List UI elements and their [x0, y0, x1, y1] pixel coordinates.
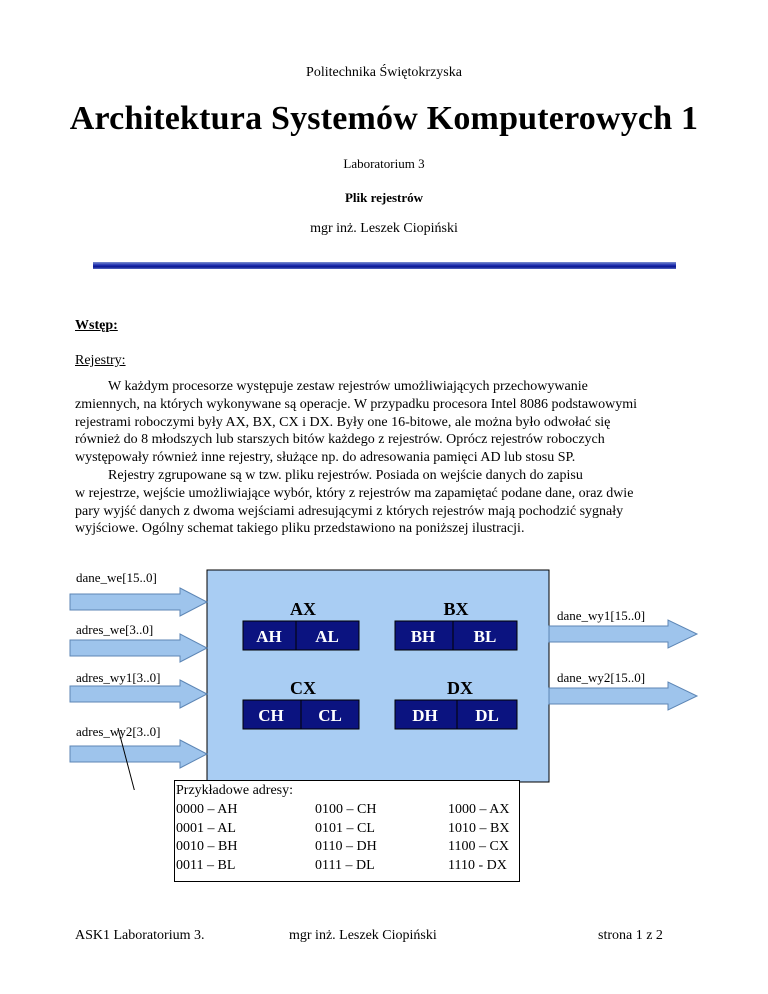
- address-entry: 0000 – AH: [176, 802, 238, 817]
- register-half-label: CH: [258, 706, 284, 725]
- lab-number: Laboratorium 3: [343, 156, 425, 171]
- footer-page-number: strona 1 z 2: [598, 928, 663, 943]
- lab-subject: Plik rejestrów: [344, 190, 424, 205]
- address-entry: 0101 – CL: [315, 820, 375, 836]
- paragraph-line: pary wyjść danych z dwoma wejściami adresującymi z których rejestrów mają pochodzić sygnały: [75, 503, 624, 519]
- address-entry: 0010 – BH: [176, 839, 238, 854]
- paragraph-line: wyjściowe. Ogólny schemat takiego pliku przedstawiono na poniższej ilustracji.: [75, 521, 525, 537]
- dane-wy2-arrow: [549, 682, 697, 710]
- address-entry: 0111 – DL: [315, 857, 375, 873]
- paragraph-line: rejestrami roboczymi były AX, BX, CX i DX. Były one 16-bitowe, ale można było odwołać się: [75, 414, 611, 430]
- header-divider: [93, 262, 676, 269]
- footer-author: mgr inż. Leszek Ciopiński: [289, 928, 437, 943]
- register-file-diagram: [0, 560, 768, 790]
- address-entry: 1100 – CX: [448, 839, 509, 854]
- register-half-label: BH: [410, 627, 436, 646]
- adres-wy2-arrow: [70, 740, 207, 768]
- address-entry: 0110 – DH: [315, 839, 377, 854]
- adres-wy2-label: adres_wy2[3..0]: [76, 724, 161, 739]
- dane-we-arrow: [70, 588, 207, 616]
- register-half-label: DL: [475, 706, 499, 725]
- register-name: CX: [290, 678, 316, 698]
- document-title: Architektura Systemów Komputerowych 1: [69, 100, 699, 137]
- paragraph-line: występowały również inne rejestry, służące np. do adresowania pamięci AD lub stosu SP.: [75, 450, 576, 466]
- addresses-column: [315, 801, 377, 875]
- address-entry: 1000 – AX: [448, 802, 510, 817]
- register-half-label: BL: [473, 627, 497, 646]
- register-file-block: [207, 570, 549, 782]
- adres-we-arrow: [70, 634, 207, 662]
- intro-heading: Wstęp:: [75, 318, 118, 333]
- addresses-column: [448, 801, 509, 875]
- paragraph-line: w rejestrze, wejście umożliwiające wybór, który z rejestrów ma zapamiętać podane dane, oraz dwie: [75, 485, 634, 501]
- paragraph-line: również do 8 młodszych lub starszych bitów każdego z rejestrów. Oprócz rejestrów roboczych: [75, 432, 605, 448]
- register-half-label: DH: [412, 706, 438, 725]
- register-half-label: AL: [315, 627, 339, 646]
- adres-we-label: adres_we[3..0]: [76, 622, 154, 637]
- addresses-column: [176, 801, 237, 875]
- dane-wy1-label: dane_wy1[15..0]: [557, 608, 646, 623]
- addresses-title: Przykładowe adresy:: [176, 783, 294, 798]
- paragraph-2: [75, 467, 695, 538]
- dane-wy2-label: dane_wy2[15..0]: [557, 670, 646, 685]
- paragraph-1: [75, 378, 695, 467]
- footer-course: ASK1 Laboratorium 3.: [75, 928, 205, 943]
- dane-wy1-arrow: [549, 620, 697, 648]
- address-entry: 0011 – BL: [176, 857, 236, 873]
- paragraph-line: Rejestry zgrupowane są w tzw. pliku rejestrów. Posiada on wejście danych do zapisu: [108, 468, 583, 483]
- adres-wy1-label: adres_wy1[3..0]: [76, 670, 161, 685]
- register-half-label: AH: [256, 627, 282, 646]
- institution-name: Politechnika Świętokrzyska: [306, 65, 462, 80]
- register-half-label: CL: [318, 706, 342, 725]
- example-addresses-box: [174, 780, 520, 882]
- address-entry: 1010 – BX: [448, 820, 510, 836]
- register-name: BX: [443, 599, 469, 619]
- author-name: mgr inż. Leszek Ciopiński: [310, 221, 458, 236]
- address-entry: 1110 - DX: [448, 857, 507, 873]
- address-entry: 0100 – CH: [315, 802, 377, 817]
- registers-heading: Rejestry:: [75, 353, 126, 368]
- paragraph-line: zmiennych, na których wykonywane są operacje. W przypadku procesora Intel 8086 podstawowymi: [75, 396, 638, 412]
- register-name: AX: [290, 599, 316, 619]
- register-name: DX: [447, 678, 473, 698]
- dane-we-label: dane_we[15..0]: [76, 570, 157, 585]
- paragraph-line: W każdym procesorze występuje zestaw rejestrów umożliwiających przechowywanie: [108, 379, 588, 394]
- address-entry: 0001 – AL: [176, 820, 236, 836]
